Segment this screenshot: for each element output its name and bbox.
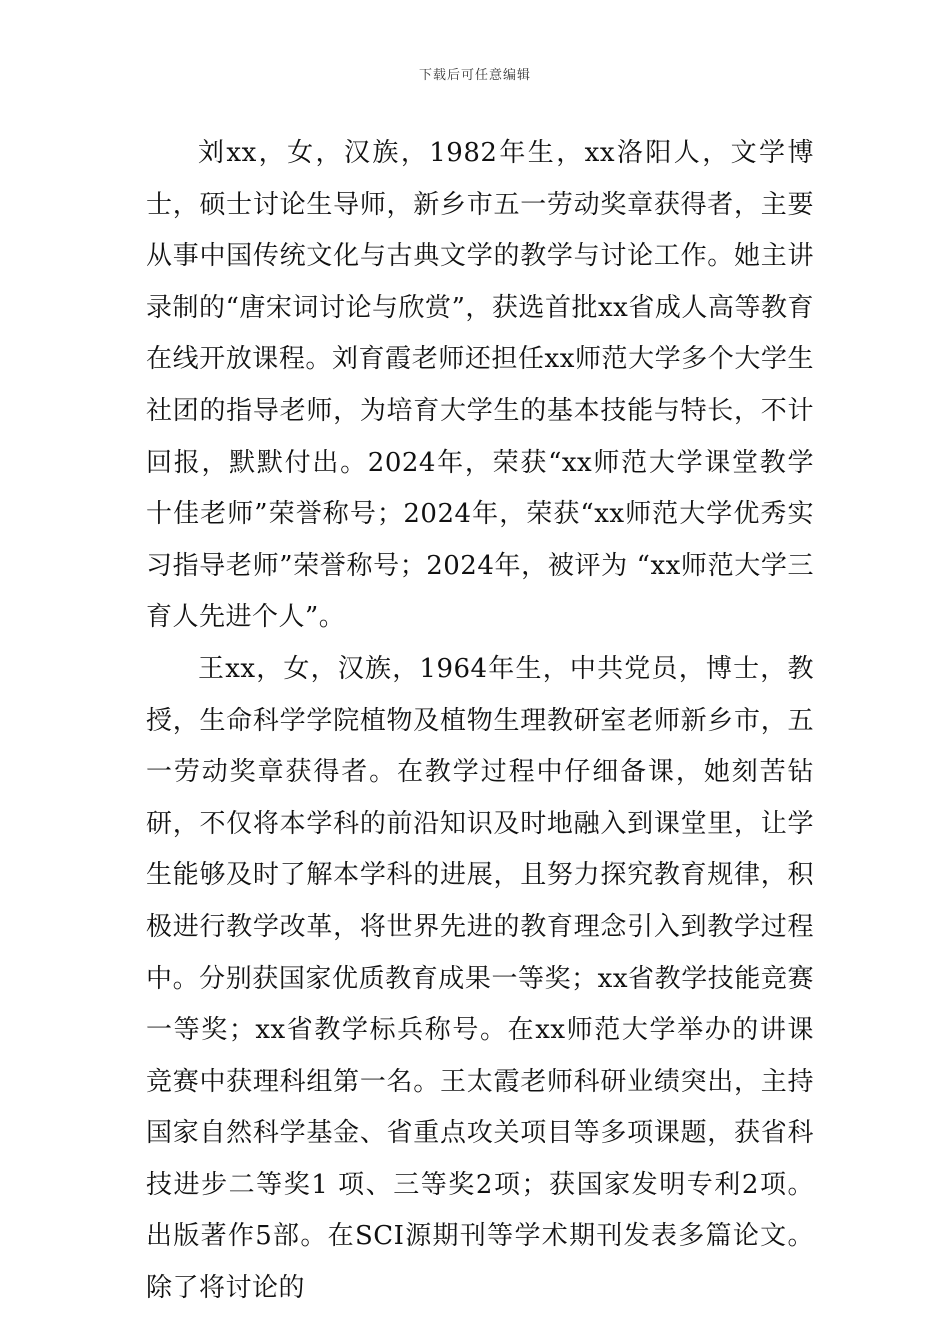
document-body: [146, 128, 814, 1315]
paragraph-wang: 王xx，女，汉族，1964年生，中共党员，博士，教授，生命科学学院植物及植物生理教研室老师新乡市，五一劳动奖章获得者。在教学过程中仔细备课，她刻苦钻研，不仅将本学科的前沿知识及时地融入到课堂里，让学生能够及时了解本学科的进展，且努力探究教育规律，积极进行教学改革，将世界先进的教育理念引入到教学过程中。分别获国家优质教育成果一等奖；xx省教学技能竞赛一等奖；xx省教学标兵称号。在xx师范大学举办的讲课竞赛中获理科组第一名。王太霞老师科研业绩突出，主持国家自然科学基金、省重点攻关项目等多项课题，获省科技进步二等奖1 项、三等奖2项；获国家发明专利2项。出版著作5部。在SCI源期刊等学术期刊发表多篇论文。除了将讨论的: [146, 653, 814, 1304]
page-header: 下载后可任意编辑: [418, 68, 531, 83]
paragraph-liu: 刘xx，女，汉族，1982年生，xx洛阳人，文学博士，硕士讨论生导师，新乡市五一劳动奖章获得者，主要从事中国传统文化与古典文学的教学与讨论工作。她主讲录制的“唐宋词讨论与欣赏”，获选首批xx省成人高等教育在线开放课程。刘育霞老师还担任xx师范大学多个大学生社团的指导老师，为培育大学生的基本技能与特长，不计回报，默默付出。2024年，荣获“xx师范大学课堂教学十佳老师”荣誉称号；2024年，荣获“xx师范大学优秀实习指导老师”荣誉称号；2024年，被评为 “xx师范大学三育人先进个人”。: [146, 138, 814, 633]
